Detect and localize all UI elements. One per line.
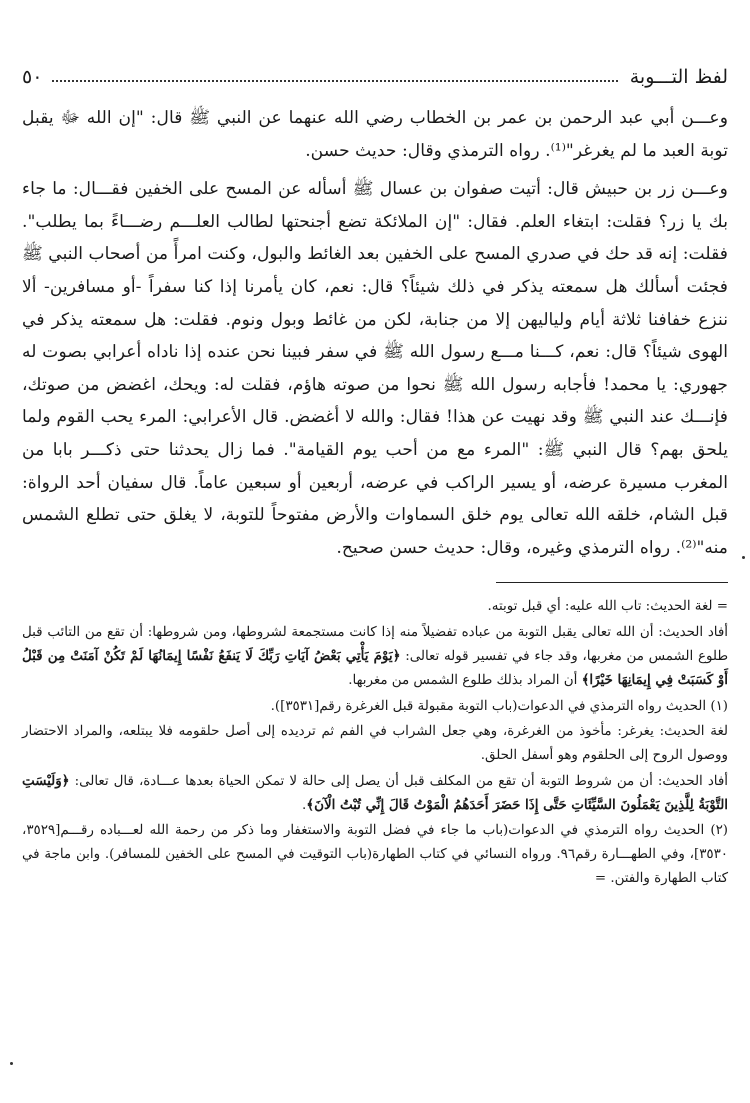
running-header <box>22 58 728 88</box>
chapter-title: لفظ التـــوبة <box>629 66 728 88</box>
footnote-text: . <box>302 797 307 813</box>
footnote-continuation-language: = لغة الحديث: تاب الله عليه: أي قبل توبته. <box>487 599 728 615</box>
footnote-continuation-benefit <box>22 621 728 692</box>
header-dotted-leader <box>52 79 617 82</box>
hadith-paragraph-2: وعـــن زر بن حبيش قال: أتيت صفوان بن عسال ﷺ أسأله عن المسح على الخفين فقـــال: ما جاء بك يا زر؟ فقلت: ابتغاء العلم. فقال: "إن الملائكة تضع أجنحتها لطالب العلـــم رضـــاءً بما يطلب". فقلت: إنه قد حك في صدري المسح على الخفين بعد الغائط والبول، وكنت امرأً من أصحاب النبي ﷺ فجئت أسألك هل سمعته يذكر في ذلك شيئاً؟ قال: نعم، كان يأمرنا إذا كنا سفراً -أو مسافرين- ألا ننزع خفافنا ثلاثة أيام ولياليهن إلا من جنابة، لكن من غائط وبول ونوم. فقلت: هل سمعته يذكر في الهوى شيئاً؟ قال: نعم، كـــنا مـــع رسول الله ﷺ في سفر فبينا نحن عنده إذا ناداه أعرابي بصوت له جهوري: يا محمد! فأجابه رسول الله ﷺ نحوا من صوته هاؤم، فقلت له: ويحك، اغضض من صوتك، فإنـــك عند النبي ﷺ وقد نهيت عن هذا! فقال: والله لا أغضض. قال الأعرابي: المرء يحب القوم ولما يلحق بهم؟ قال النبي ﷺ: "المرء مع من أحب يوم القيامة". فما زال يحدثنا حتى ذكـــر بابا من المغرب مسيرة عرضه، أو يسير الراكب في عرضه، أربعين أو سبعين عاماً. قال سفيان أحد الرواة: قبل الشام، خلقه الله تعالى يوم خلق السماوات والأرض مفتوحاً للتوبة، لا يغلق حتى تطلع الشمس منه"⁽²⁾. رواه الترمذي وغيره، وقال: حديث حسن صحيح. <box>22 179 728 558</box>
page-number: ٥٠ <box>22 66 43 88</box>
footnote-text: أفاد الحديث: أن الله تعالى يقبل التوبة من عباده تفضيلاً منه إذا كانت مستجمعة لشروطها، ومن شروطها: أن تقع من التائب قبل طلوع الشمس من مغربها، وقد جاء في تفسير قوله تعالى: <box>22 625 729 664</box>
footnote-1-source: (١) الحديث رواه الترمذي في الدعوات(باب التوبة مقبولة قبل الغرغرة رقم[٣٥٣١]). <box>270 698 728 714</box>
footnotes <box>22 595 728 891</box>
footnote-separator <box>496 582 728 583</box>
footnote-text: أن المراد بذلك طلوع الشمس من مغربها. <box>348 672 582 688</box>
footnote-text: أفاد الحديث: أن من شروط التوبة أن تقع من المكلف قبل أن يصل إلى حالة لا تمكن الحياة بعدها عـــادة، قال تعالى: <box>69 773 728 789</box>
scan-mark <box>10 1062 13 1065</box>
scan-mark <box>742 556 745 559</box>
quran-verse: ﴿يَوْمَ يَأْتِي بَعْضُ آيَاتِ رَبِّكَ لَا يَنفَعُ نَفْسًا إِيمَانُهَا لَمْ تَكُنْ آمَنَتْ مِن قَبْلُ أَوْ كَسَبَتْ فِي إِيمَانِهَا خَيْرًا﴾ <box>22 647 728 688</box>
hadith-paragraph-1: وعـــن أبي عبد الرحمن بن عمر بن الخطاب رضي الله عنهما عن النبي ﷺ قال: "إن الله ﷻ يقبل توبة العبد ما لم يغرغر"⁽¹⁾. رواه الترمذي وقال: حديث حسن. <box>22 108 728 161</box>
quran-verse: ﴿وَلَيْسَتِ التَّوْبَةُ لِلَّذِينَ يَعْمَلُونَ السَّيِّئَاتِ حَتَّى إِذَا حَضَرَ أَحَدَهُمُ الْمَوْتُ قَالَ إِنِّي تُبْتُ الْآنَ﴾ <box>22 772 728 813</box>
book-page <box>22 58 728 893</box>
main-text <box>22 102 728 564</box>
footnote-2-source: (٢) الحديث رواه الترمذي في الدعوات(باب ما جاء في فضل التوبة والاستغفار وما ذكر من رحمة الله لعـــباده رقـــم[٣٥٢٩، ٣٥٣٠]، وفي الطهـــارة رقم٩٦. ورواه النسائي في كتاب الطهارة(باب التوقيت في المسح على الخفين للمسافر). وابن ماجة في كتاب الطهارة والفتن. = <box>22 823 728 887</box>
footnote-1-benefit <box>22 770 728 818</box>
footnote-1-language: لغة الحديث: يغرغر: مأخوذ من الغرغرة، وهي جعل الشراب في الفم ثم ترديده إلى أصل حلقومه فلا يبتلعه، والمراد الاحتضار ووصول الروح إلى الحلقوم وهو أسفل الحلق. <box>22 724 728 764</box>
